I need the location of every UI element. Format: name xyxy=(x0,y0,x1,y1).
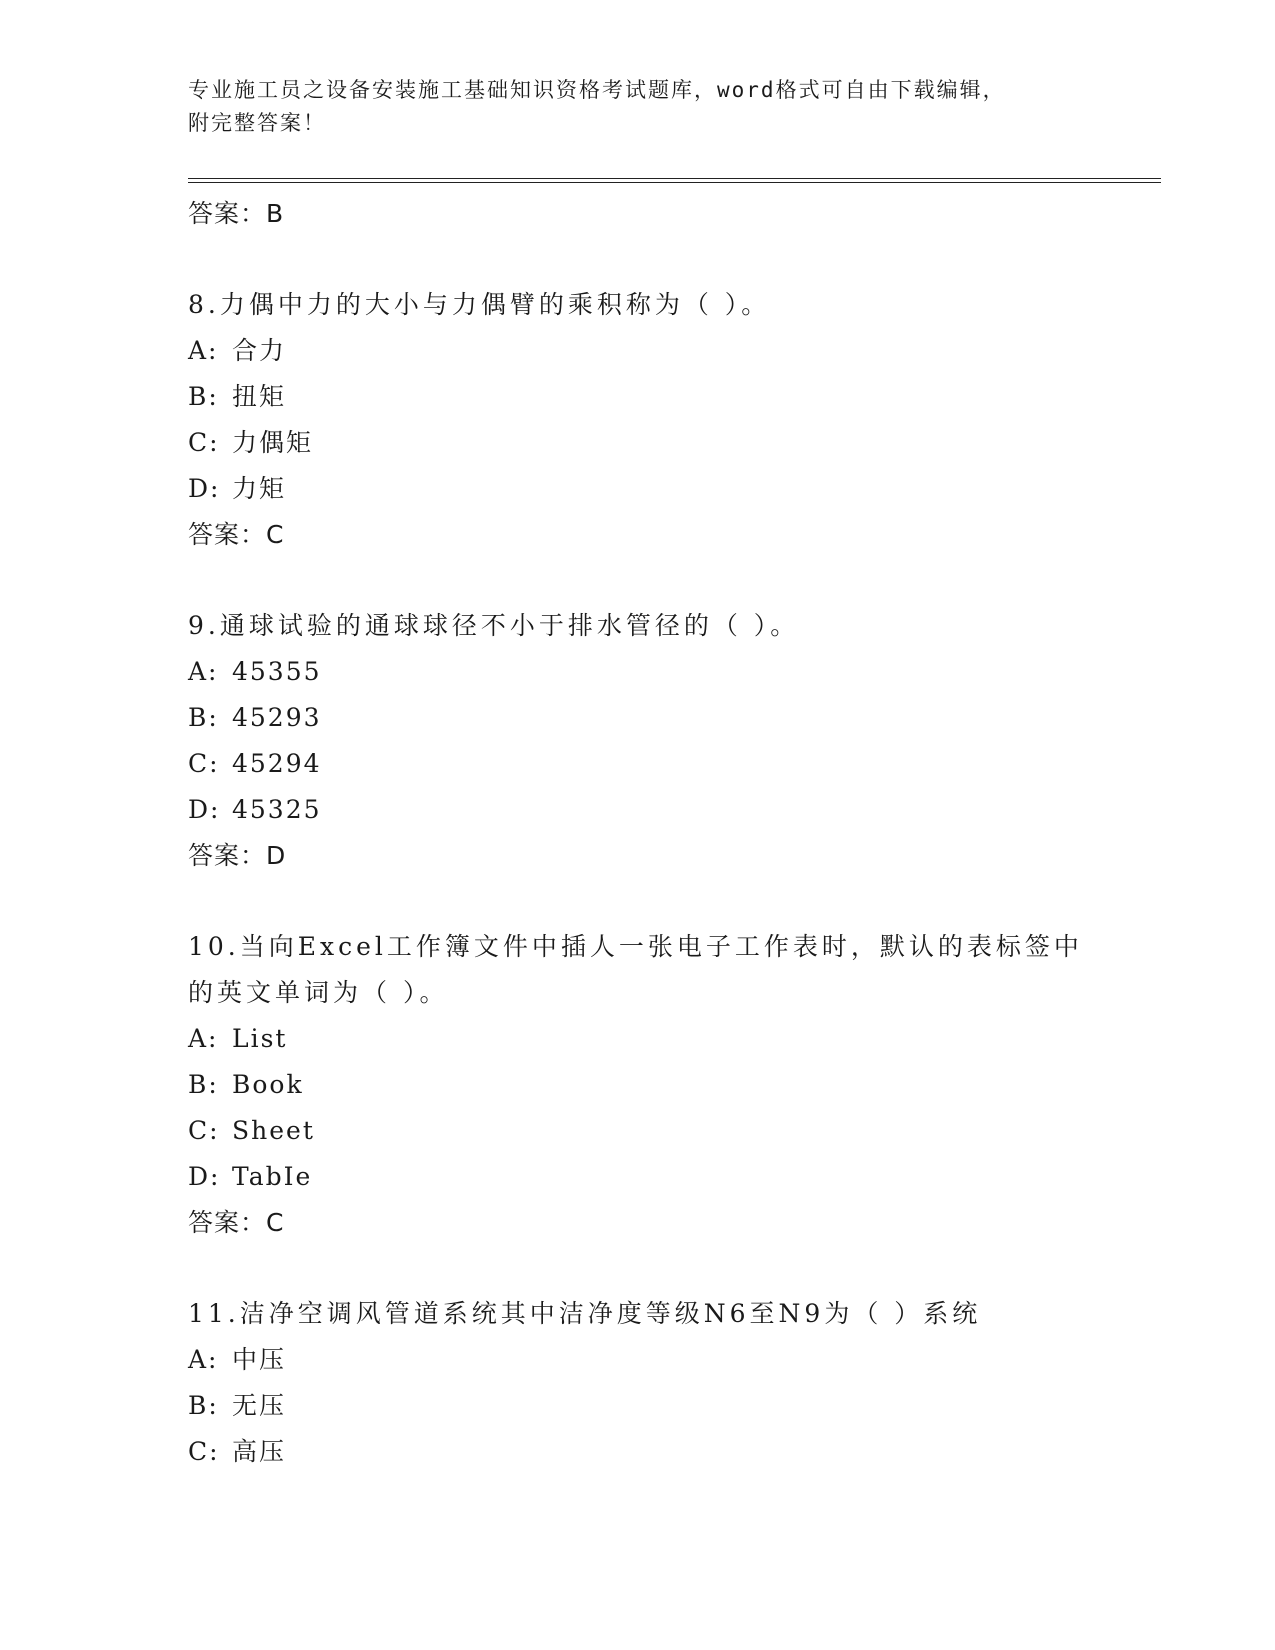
answer-7: 答案：B xyxy=(188,199,285,228)
option-c xyxy=(188,420,1088,466)
answer-8: 答案：C xyxy=(188,520,285,549)
option-a xyxy=(188,1016,1088,1062)
option-b xyxy=(188,1383,1088,1429)
option-c xyxy=(188,741,1088,787)
option-text: TabIe xyxy=(232,1162,313,1191)
question-text-line-2: 的英文单词为（ ）。 xyxy=(188,978,449,1007)
option-key: B: xyxy=(188,382,219,411)
option-key: A: xyxy=(188,1345,219,1374)
option-key: A: xyxy=(188,1024,219,1053)
question-8 xyxy=(188,282,1088,558)
option-key: C: xyxy=(188,1116,220,1145)
option-text: Book xyxy=(232,1070,304,1099)
option-key: C: xyxy=(188,749,220,778)
option-key: B: xyxy=(188,703,219,732)
option-text: 力矩 xyxy=(232,474,287,503)
option-text: 高压 xyxy=(232,1437,287,1466)
option-b xyxy=(188,374,1088,420)
option-text: 45355 xyxy=(232,657,322,686)
option-d xyxy=(188,466,1088,512)
answer-10: 答案：C xyxy=(188,1208,285,1237)
option-text: 扭矩 xyxy=(232,382,287,411)
option-text: 中压 xyxy=(232,1345,287,1374)
option-text: 45325 xyxy=(232,795,322,824)
answer-9: 答案：D xyxy=(188,841,287,870)
option-a xyxy=(188,649,1088,695)
option-key: C: xyxy=(188,428,220,457)
header-line-1: 专业施工员之设备安装施工基础知识资格考试题库，word格式可自由下载编辑， xyxy=(188,78,1006,102)
option-a xyxy=(188,328,1088,374)
option-text: 45293 xyxy=(232,703,322,732)
option-key: D: xyxy=(188,795,221,824)
option-text: 无压 xyxy=(232,1391,287,1420)
option-d xyxy=(188,1154,1088,1200)
question-text: 11.洁净空调风管道系统其中洁净度等级N6至N9为（ ）系统 xyxy=(188,1299,982,1328)
option-key: C: xyxy=(188,1437,220,1466)
option-key: D: xyxy=(188,1162,221,1191)
question-text: 8.力偶中力的大小与力偶臂的乘积称为（ ）。 xyxy=(188,290,771,319)
option-c xyxy=(188,1429,1088,1475)
option-text: 45294 xyxy=(232,749,322,778)
option-text: 合力 xyxy=(232,336,287,365)
option-d xyxy=(188,787,1088,833)
option-b xyxy=(188,695,1088,741)
question-text-line-1: 10.当向Excel工作簿文件中插人一张电子工作表时，默认的表标签中 xyxy=(188,932,1083,961)
question-text: 9.通球试验的通球球径不小于排水管径的（ ）。 xyxy=(188,611,800,640)
option-text: 力偶矩 xyxy=(232,428,314,457)
question-10 xyxy=(188,924,1088,1246)
option-key: A: xyxy=(188,657,219,686)
option-a xyxy=(188,1337,1088,1383)
option-key: D: xyxy=(188,474,221,503)
option-key: B: xyxy=(188,1391,219,1420)
header-line-2: 附完整答案！ xyxy=(188,111,326,135)
header-divider xyxy=(188,178,1161,183)
question-9 xyxy=(188,603,1088,879)
option-key: A: xyxy=(188,336,219,365)
option-c xyxy=(188,1108,1088,1154)
document-header xyxy=(188,74,1088,140)
option-text: Sheet xyxy=(232,1116,315,1145)
option-b xyxy=(188,1062,1088,1108)
question-list xyxy=(188,191,1088,1475)
option-key: B: xyxy=(188,1070,219,1099)
option-text: List xyxy=(232,1024,288,1053)
question-11 xyxy=(188,1291,1088,1475)
